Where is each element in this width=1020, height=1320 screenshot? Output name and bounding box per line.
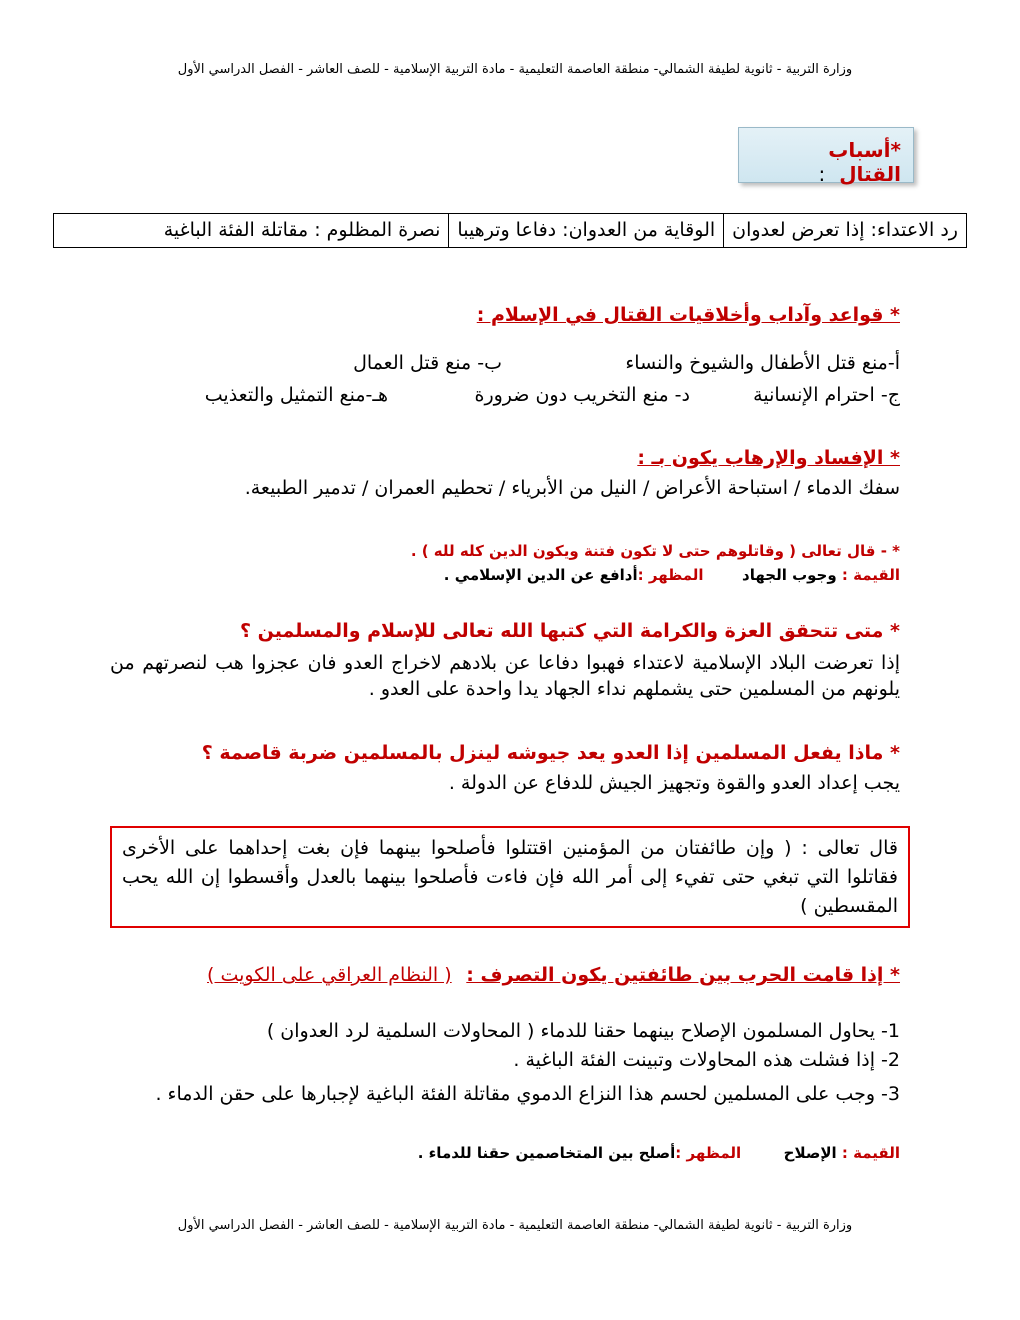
page-header: وزارة التربية - ثانوية لطيفة الشمالي- منطقة العاصمة التعليمية - مادة التربية الإسلامية - للصف العاشر - الفصل الدراسي الأول [177,62,853,77]
verse1-value: وجوب الجهاد [742,566,837,584]
causes-table [53,213,967,248]
war-manifest: أصلح بين المتخاصمين حقنا للدماء . [417,1144,676,1162]
war-step-2: 2- إذا فشلت هذه المحاولات وتبينت الفئة الباغية . [513,1049,900,1071]
causes-title: *أسباب القتال [828,138,901,186]
war-heading-note: ( النظام العراقي على الكويت ) [207,964,452,986]
page-footer: وزارة التربية - ثانوية لطيفة الشمالي- منطقة العاصمة التعليمية - مادة التربية الإسلامية - للصف العاشر - الفصل الدراسي الأول [177,1218,853,1233]
war-step-1: 1- يحاول المسلمون الإصلاح بينهما حقنا للدماء ( المحاولات السلمية لرد العدوان ) [266,1020,900,1042]
verse1-values [444,566,900,584]
causes-title-colon: : [818,162,826,186]
cause-cell-2: الوقاية من العدوان: دفاعا وترهيبا [448,214,723,247]
cause-cell-1: رد الاعتداء: إذا تعرض لعدوان [723,214,966,247]
q2-answer: يجب إعداد العدو والقوة وتجهيز الجيش للدفاع عن الدولة . [448,772,900,794]
war-heading-text: * إذا قامت الحرب بين طائفتين يكون التصرف : [466,964,900,986]
q2-question: * ماذا يفعل المسلمين إذا العدو يعد جيوشه لينزل بالمسلمين ضربة قاصمة ؟ [201,742,900,764]
war-step-3: 3- وجب على المسلمين لحسم هذا النزاع الدموي مقاتلة الفئة الباغية لإجبارها على حقن الدماء . [155,1083,900,1105]
corruption-text: سفك الدماء / استباحة الأعراض / النيل من الأبرياء / تحطيم العمران / تدمير الطبيعة. [244,477,900,499]
verse1-manifest: أدافع عن الدين الإسلامي . [443,566,638,584]
verse2-box: قال تعالى : ( وإن طائفتان من المؤمنين اقتتلوا فأصلحوا بينهما فإن بغت إحداهما على الأخرى فقاتلوا التي تبغي حتى تفيء إلى أمر الله فإن فاءت فأصلحوا بينهما بالعدل وأقسطوا إن الله يحب المقسطين ) [110,826,910,928]
verse1-value-label: القيمة : [841,566,900,584]
verse1-manifest-label: المظهر : [637,566,704,584]
rules-heading: * قواعد وآداب وأخلاقيات القتال في الإسلام : [476,304,900,326]
war-values [418,1144,900,1162]
q1-question: * متى تتحقق العزة والكرامة التي كتبها الله تعالى للإسلام والمسلمين ؟ [240,620,900,642]
rule-a: أ-منع قتل الأطفال والشيوخ والنساء [625,352,900,374]
war-value: الإصلاح [783,1144,837,1162]
war-manifest-label: المظهر : [675,1144,742,1162]
corruption-heading: * الإفساد والإرهاب يكون بـ : [637,447,900,469]
war-value-label: القيمة : [841,1144,900,1162]
rule-d: د- منع التخريب دون ضرورة [474,384,690,406]
verse1-text: * - قال تعالى ( وقاتلوهم حتى لا تكون فتنة ويكون الدين كله لله ) . [410,542,900,560]
q1-answer: إذا تعرضت البلاد الإسلامية لاعتداء فهبوا دفاعا عن بلادهم لاخراج العدو فان عجزوا هب لنصرتهم من يلونهم من المسلمين حتى يشملهم نداء الجهاد يدا واحدة على العدو . [110,652,900,700]
rule-b: ب- منع قتل العمال [353,352,502,374]
cause-cell-3: نصرة المظلوم : مقاتلة الفئة الباغية [163,219,441,241]
rule-e: هـ-منع التمثيل والتعذيب [204,384,388,406]
causes-title-box [738,127,914,186]
rule-c: ج- احترام الإنسانية [753,384,900,406]
war-heading [207,964,900,986]
